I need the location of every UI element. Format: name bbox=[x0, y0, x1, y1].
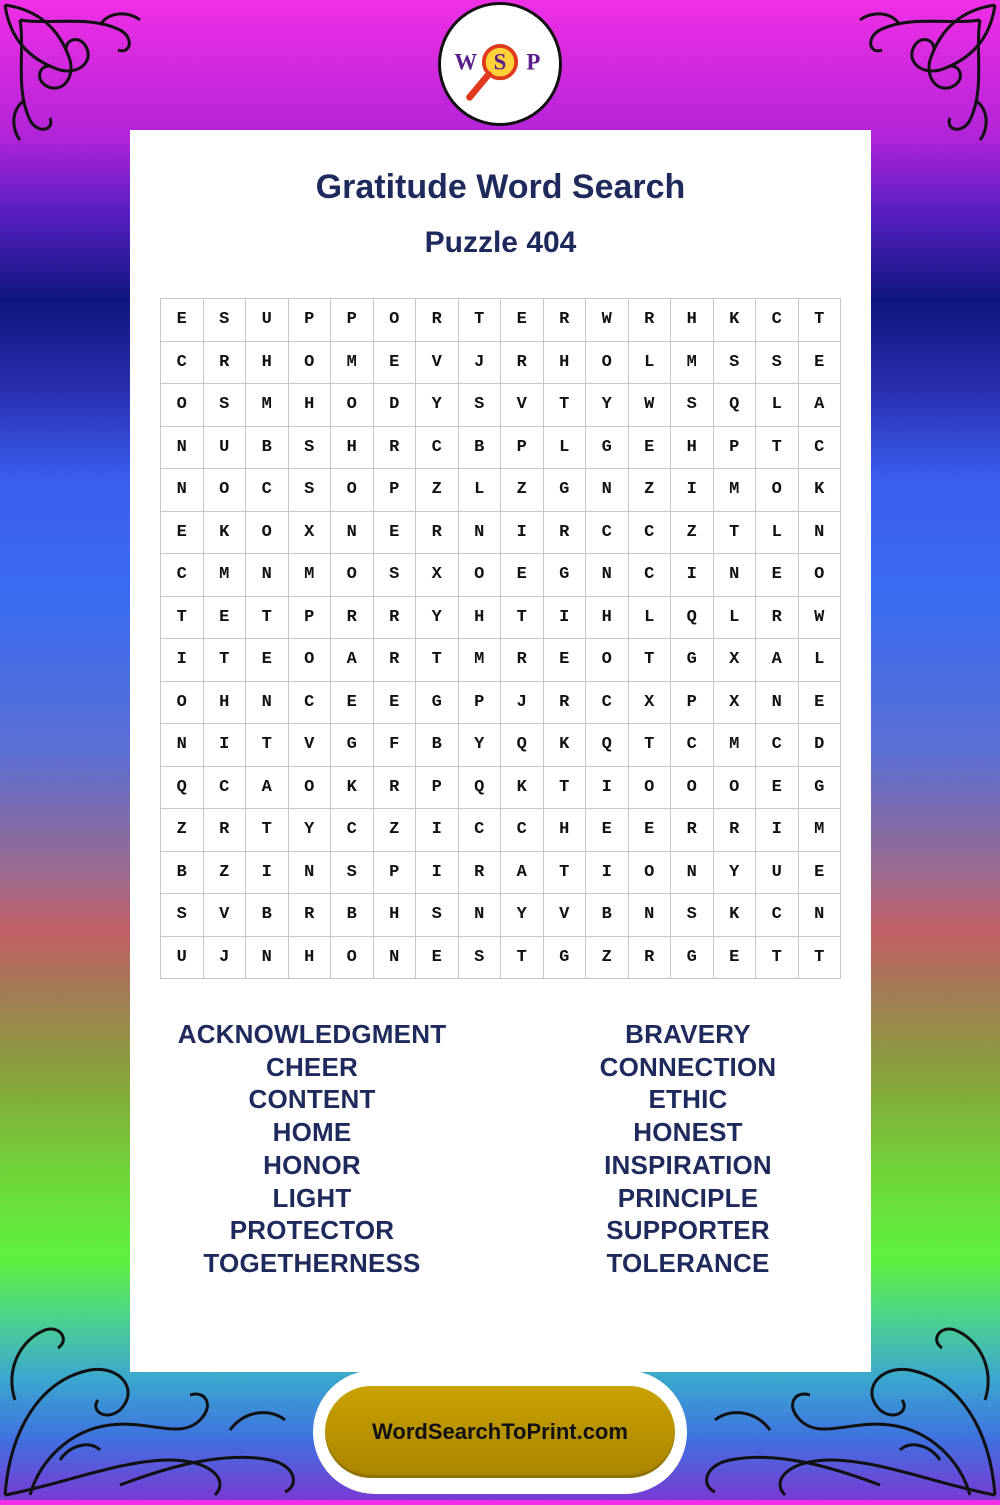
grid-cell[interactable]: O bbox=[289, 767, 332, 810]
grid-cell[interactable]: E bbox=[629, 809, 672, 852]
grid-cell[interactable]: T bbox=[544, 852, 587, 895]
logo-letter-p: P bbox=[526, 49, 541, 75]
grid-cell[interactable]: D bbox=[799, 724, 842, 767]
grid-cell[interactable]: L bbox=[544, 427, 587, 470]
grid-cell[interactable]: L bbox=[459, 469, 502, 512]
grid-cell[interactable]: I bbox=[246, 852, 289, 895]
grid-cell[interactable]: S bbox=[671, 894, 714, 937]
grid-cell[interactable]: L bbox=[756, 512, 799, 555]
grid-cell[interactable]: C bbox=[671, 724, 714, 767]
grid-cell[interactable]: H bbox=[289, 384, 332, 427]
grid-cell[interactable]: G bbox=[586, 427, 629, 470]
grid-cell[interactable]: E bbox=[374, 682, 417, 725]
grid-cell[interactable]: R bbox=[204, 809, 247, 852]
grid-cell[interactable]: M bbox=[799, 809, 842, 852]
grid-cell[interactable]: I bbox=[204, 724, 247, 767]
grid-cell[interactable]: R bbox=[374, 639, 417, 682]
grid-cell[interactable]: A bbox=[501, 852, 544, 895]
word-list-item: ETHIC bbox=[648, 1084, 728, 1115]
grid-cell[interactable]: W bbox=[629, 384, 672, 427]
grid-cell[interactable]: L bbox=[629, 597, 672, 640]
grid-cell[interactable]: R bbox=[756, 597, 799, 640]
grid-cell[interactable]: S bbox=[459, 384, 502, 427]
grid-cell[interactable]: P bbox=[289, 597, 332, 640]
word-list-right bbox=[523, 1018, 853, 1280]
grid-cell[interactable]: L bbox=[714, 597, 757, 640]
grid-cell[interactable]: R bbox=[544, 512, 587, 555]
grid-cell[interactable]: G bbox=[671, 937, 714, 980]
grid-cell[interactable]: V bbox=[501, 384, 544, 427]
grid-cell[interactable]: C bbox=[246, 469, 289, 512]
grid-cell[interactable]: E bbox=[799, 342, 842, 385]
grid-cell[interactable]: Y bbox=[416, 384, 459, 427]
grid-cell[interactable]: M bbox=[246, 384, 289, 427]
grid-cell[interactable]: I bbox=[671, 554, 714, 597]
grid-cell[interactable]: H bbox=[374, 894, 417, 937]
grid-cell[interactable]: K bbox=[501, 767, 544, 810]
grid-cell[interactable]: P bbox=[374, 469, 417, 512]
grid-cell[interactable]: Z bbox=[629, 469, 672, 512]
grid-cell[interactable]: J bbox=[204, 937, 247, 980]
grid-cell[interactable]: Q bbox=[459, 767, 502, 810]
grid-cell[interactable]: R bbox=[374, 767, 417, 810]
grid-cell[interactable]: E bbox=[799, 852, 842, 895]
grid-cell[interactable]: Z bbox=[586, 937, 629, 980]
grid-cell[interactable]: P bbox=[671, 682, 714, 725]
word-list-item: BRAVERY bbox=[625, 1019, 751, 1049]
grid-cell[interactable]: K bbox=[714, 894, 757, 937]
grid-cell[interactable]: V bbox=[204, 894, 247, 937]
grid-cell[interactable]: N bbox=[161, 427, 204, 470]
grid-cell[interactable]: X bbox=[714, 639, 757, 682]
grid-cell[interactable]: R bbox=[714, 809, 757, 852]
word-list-item: PROTECTOR bbox=[229, 1215, 395, 1246]
grid-cell[interactable]: O bbox=[586, 342, 629, 385]
grid-cell[interactable]: O bbox=[756, 469, 799, 512]
grid-cell[interactable]: C bbox=[629, 554, 672, 597]
grid-cell[interactable]: H bbox=[544, 809, 587, 852]
grid-cell[interactable]: Y bbox=[586, 384, 629, 427]
grid-cell[interactable]: E bbox=[629, 427, 672, 470]
grid-cell[interactable]: R bbox=[671, 809, 714, 852]
grid-cell[interactable]: N bbox=[586, 554, 629, 597]
grid-cell[interactable]: E bbox=[756, 767, 799, 810]
grid-cell[interactable]: H bbox=[204, 682, 247, 725]
grid-cell[interactable]: T bbox=[714, 512, 757, 555]
grid-cell[interactable]: N bbox=[246, 682, 289, 725]
grid-cell[interactable]: I bbox=[586, 852, 629, 895]
grid-cell[interactable]: R bbox=[374, 597, 417, 640]
grid-cell[interactable]: C bbox=[799, 427, 842, 470]
grid-cell[interactable]: U bbox=[756, 852, 799, 895]
grid-cell[interactable]: O bbox=[331, 469, 374, 512]
corner-ornament-top-left bbox=[0, 0, 150, 150]
grid-cell[interactable]: R bbox=[374, 427, 417, 470]
grid-cell[interactable]: O bbox=[289, 639, 332, 682]
website-link-button[interactable]: WordSearchToPrint.com bbox=[325, 1386, 675, 1478]
puzzle-card bbox=[130, 130, 871, 1372]
grid-cell[interactable]: N bbox=[246, 554, 289, 597]
grid-cell[interactable]: O bbox=[204, 469, 247, 512]
grid-cell[interactable]: O bbox=[246, 512, 289, 555]
grid-cell[interactable]: R bbox=[629, 937, 672, 980]
grid-cell[interactable]: O bbox=[629, 852, 672, 895]
grid-cell[interactable]: E bbox=[756, 554, 799, 597]
grid-cell[interactable]: T bbox=[459, 299, 502, 342]
grid-cell[interactable]: T bbox=[246, 597, 289, 640]
grid-cell[interactable]: Q bbox=[501, 724, 544, 767]
grid-cell[interactable]: E bbox=[501, 554, 544, 597]
grid-cell[interactable]: M bbox=[289, 554, 332, 597]
grid-cell[interactable]: I bbox=[501, 512, 544, 555]
grid-cell[interactable]: T bbox=[501, 597, 544, 640]
grid-cell[interactable]: P bbox=[416, 767, 459, 810]
grid-cell[interactable]: I bbox=[544, 597, 587, 640]
grid-cell[interactable]: H bbox=[671, 427, 714, 470]
word-list-item: HOME bbox=[272, 1117, 352, 1148]
grid-cell[interactable]: E bbox=[374, 512, 417, 555]
footer-pill bbox=[313, 1370, 687, 1494]
grid-cell[interactable]: E bbox=[246, 639, 289, 682]
word-list-item: HONOR bbox=[263, 1149, 361, 1180]
word-list-item: CONTENT bbox=[248, 1084, 376, 1115]
grid-cell[interactable]: M bbox=[671, 342, 714, 385]
grid-cell[interactable]: T bbox=[756, 937, 799, 980]
grid-cell[interactable]: N bbox=[331, 512, 374, 555]
grid-cell[interactable]: S bbox=[671, 384, 714, 427]
grid-cell[interactable]: T bbox=[544, 384, 587, 427]
grid-cell[interactable]: M bbox=[204, 554, 247, 597]
grid-cell[interactable]: E bbox=[161, 512, 204, 555]
grid-cell[interactable]: Y bbox=[501, 894, 544, 937]
grid-cell[interactable]: O bbox=[161, 682, 204, 725]
grid-cell[interactable]: Z bbox=[671, 512, 714, 555]
grid-cell[interactable]: S bbox=[289, 469, 332, 512]
grid-cell[interactable]: M bbox=[714, 724, 757, 767]
grid-cell[interactable]: B bbox=[586, 894, 629, 937]
grid-cell[interactable]: P bbox=[714, 427, 757, 470]
word-list-item: TOLERANCE bbox=[606, 1247, 770, 1278]
grid-cell[interactable]: Z bbox=[161, 809, 204, 852]
grid-cell[interactable]: N bbox=[756, 682, 799, 725]
grid-cell[interactable]: N bbox=[374, 937, 417, 980]
grid-cell[interactable]: T bbox=[629, 639, 672, 682]
grid-cell[interactable]: U bbox=[204, 427, 247, 470]
grid-cell[interactable]: C bbox=[331, 809, 374, 852]
grid-cell[interactable]: Z bbox=[501, 469, 544, 512]
grid-cell[interactable]: E bbox=[544, 639, 587, 682]
grid-cell[interactable]: C bbox=[756, 894, 799, 937]
grid-cell[interactable]: G bbox=[331, 724, 374, 767]
grid-cell[interactable]: B bbox=[459, 427, 502, 470]
grid-cell[interactable]: N bbox=[799, 512, 842, 555]
grid-cell[interactable]: H bbox=[544, 342, 587, 385]
page-title: Gratitude Word Search bbox=[315, 168, 686, 206]
grid-cell[interactable]: T bbox=[246, 724, 289, 767]
grid-cell[interactable]: S bbox=[204, 384, 247, 427]
grid-cell[interactable]: R bbox=[629, 299, 672, 342]
grid-cell[interactable]: K bbox=[331, 767, 374, 810]
grid-cell[interactable]: K bbox=[799, 469, 842, 512]
grid-cell[interactable]: C bbox=[586, 682, 629, 725]
grid-cell[interactable]: C bbox=[756, 724, 799, 767]
word-list-item: TOGETHERNESS bbox=[203, 1247, 421, 1278]
grid-cell[interactable]: T bbox=[246, 809, 289, 852]
grid-cell[interactable]: X bbox=[714, 682, 757, 725]
grid-cell[interactable]: H bbox=[671, 299, 714, 342]
grid-cell[interactable]: X bbox=[629, 682, 672, 725]
grid-cell[interactable]: O bbox=[331, 937, 374, 980]
grid-cell[interactable]: R bbox=[331, 597, 374, 640]
word-list-item: SUPPORTER bbox=[606, 1215, 770, 1246]
grid-cell[interactable]: M bbox=[714, 469, 757, 512]
word-list-item: CONNECTION bbox=[599, 1051, 777, 1082]
grid-cell[interactable]: K bbox=[544, 724, 587, 767]
grid-cell[interactable]: K bbox=[204, 512, 247, 555]
logo-letter-w: W bbox=[454, 49, 478, 75]
grid-cell[interactable]: Q bbox=[671, 597, 714, 640]
grid-cell[interactable]: H bbox=[331, 427, 374, 470]
grid-cell[interactable]: C bbox=[756, 299, 799, 342]
grid-cell[interactable]: C bbox=[629, 512, 672, 555]
grid-cell[interactable]: T bbox=[756, 427, 799, 470]
grid-cell[interactable]: M bbox=[459, 639, 502, 682]
grid-cell[interactable]: L bbox=[756, 384, 799, 427]
grid-cell[interactable]: J bbox=[501, 682, 544, 725]
grid-cell[interactable]: C bbox=[161, 554, 204, 597]
grid-cell[interactable]: O bbox=[289, 342, 332, 385]
grid-cell[interactable]: G bbox=[544, 937, 587, 980]
grid-cell[interactable]: C bbox=[459, 809, 502, 852]
grid-cell[interactable]: H bbox=[459, 597, 502, 640]
grid-cell[interactable]: R bbox=[459, 852, 502, 895]
grid-cell[interactable]: S bbox=[374, 554, 417, 597]
grid-cell[interactable]: W bbox=[799, 597, 842, 640]
grid-cell[interactable]: O bbox=[671, 767, 714, 810]
grid-cell[interactable]: N bbox=[459, 512, 502, 555]
grid-cell[interactable]: N bbox=[161, 724, 204, 767]
grid-cell[interactable]: T bbox=[799, 299, 842, 342]
grid-cell[interactable]: S bbox=[756, 342, 799, 385]
grid-cell[interactable]: A bbox=[756, 639, 799, 682]
grid-cell[interactable]: V bbox=[289, 724, 332, 767]
grid-cell[interactable]: O bbox=[629, 767, 672, 810]
grid-cell[interactable]: X bbox=[289, 512, 332, 555]
grid-cell[interactable]: N bbox=[586, 469, 629, 512]
grid-cell[interactable]: E bbox=[799, 682, 842, 725]
grid-cell[interactable]: T bbox=[501, 937, 544, 980]
grid-cell[interactable]: I bbox=[671, 469, 714, 512]
grid-cell[interactable]: S bbox=[416, 894, 459, 937]
grid-cell[interactable]: B bbox=[246, 894, 289, 937]
grid-cell[interactable]: R bbox=[501, 639, 544, 682]
grid-cell[interactable]: H bbox=[586, 597, 629, 640]
logo-letter-s: S bbox=[493, 49, 507, 75]
grid-cell[interactable]: E bbox=[416, 937, 459, 980]
grid-cell[interactable]: L bbox=[799, 639, 842, 682]
word-list-left bbox=[147, 1018, 477, 1280]
grid-cell[interactable]: T bbox=[204, 639, 247, 682]
grid-cell[interactable]: Z bbox=[204, 852, 247, 895]
grid-cell[interactable]: T bbox=[161, 597, 204, 640]
grid-cell[interactable]: I bbox=[161, 639, 204, 682]
grid-cell[interactable]: Q bbox=[714, 384, 757, 427]
grid-cell[interactable]: P bbox=[459, 682, 502, 725]
grid-cell[interactable]: A bbox=[331, 639, 374, 682]
grid-cell[interactable]: C bbox=[501, 809, 544, 852]
grid-cell[interactable]: B bbox=[416, 724, 459, 767]
grid-cell[interactable]: N bbox=[799, 894, 842, 937]
grid-cell[interactable]: P bbox=[289, 299, 332, 342]
grid-cell[interactable]: I bbox=[756, 809, 799, 852]
puzzle-number: Puzzle 404 bbox=[424, 226, 577, 259]
grid-cell[interactable]: V bbox=[416, 342, 459, 385]
grid-cell[interactable]: X bbox=[416, 554, 459, 597]
grid-cell[interactable]: G bbox=[544, 554, 587, 597]
grid-cell[interactable]: N bbox=[289, 852, 332, 895]
grid-cell[interactable]: R bbox=[416, 299, 459, 342]
grid-cell[interactable]: H bbox=[246, 342, 289, 385]
word-list-item: CHEER bbox=[265, 1051, 358, 1082]
grid-cell[interactable]: Y bbox=[459, 724, 502, 767]
grid-cell[interactable]: G bbox=[671, 639, 714, 682]
grid-cell[interactable]: S bbox=[161, 894, 204, 937]
grid-cell[interactable]: P bbox=[501, 427, 544, 470]
grid-cell[interactable]: R bbox=[416, 512, 459, 555]
grid-cell[interactable]: U bbox=[161, 937, 204, 980]
grid-cell[interactable]: C bbox=[586, 512, 629, 555]
grid-cell[interactable]: N bbox=[459, 894, 502, 937]
grid-cell[interactable]: J bbox=[459, 342, 502, 385]
grid-cell[interactable]: B bbox=[161, 852, 204, 895]
grid-cell[interactable]: S bbox=[714, 342, 757, 385]
grid-cell[interactable]: P bbox=[374, 852, 417, 895]
grid-cell[interactable]: Z bbox=[374, 809, 417, 852]
grid-cell[interactable]: R bbox=[501, 342, 544, 385]
grid-cell[interactable]: N bbox=[714, 554, 757, 597]
grid-cell[interactable]: R bbox=[204, 342, 247, 385]
grid-cell[interactable]: I bbox=[586, 767, 629, 810]
grid-cell[interactable]: E bbox=[374, 342, 417, 385]
word-list-item: LIGHT bbox=[272, 1182, 352, 1213]
grid-cell[interactable]: W bbox=[586, 299, 629, 342]
grid-cell[interactable]: E bbox=[331, 682, 374, 725]
grid-cell[interactable]: N bbox=[629, 894, 672, 937]
word-list-item: ACKNOWLEDGMENT bbox=[177, 1019, 447, 1049]
grid-cell[interactable]: Q bbox=[161, 767, 204, 810]
grid-cell[interactable]: E bbox=[714, 937, 757, 980]
grid-cell[interactable]: O bbox=[374, 299, 417, 342]
grid-cell[interactable]: N bbox=[671, 852, 714, 895]
grid-cell[interactable]: F bbox=[374, 724, 417, 767]
grid-cell[interactable]: I bbox=[416, 809, 459, 852]
grid-cell[interactable]: I bbox=[416, 852, 459, 895]
grid-cell[interactable]: Q bbox=[586, 724, 629, 767]
grid-cell[interactable]: Z bbox=[416, 469, 459, 512]
grid-cell[interactable]: T bbox=[799, 937, 842, 980]
grid-cell[interactable]: T bbox=[629, 724, 672, 767]
grid-cell[interactable]: C bbox=[161, 342, 204, 385]
grid-cell[interactable]: A bbox=[246, 767, 289, 810]
grid-cell[interactable]: O bbox=[331, 554, 374, 597]
grid-cell[interactable]: O bbox=[799, 554, 842, 597]
grid-cell[interactable]: H bbox=[289, 937, 332, 980]
grid-cell[interactable]: E bbox=[204, 597, 247, 640]
grid-cell[interactable]: R bbox=[289, 894, 332, 937]
grid-cell[interactable]: A bbox=[799, 384, 842, 427]
wsp-logo[interactable] bbox=[438, 2, 562, 126]
grid-cell[interactable]: N bbox=[161, 469, 204, 512]
letter-grid bbox=[160, 298, 841, 979]
grid-cell[interactable]: O bbox=[459, 554, 502, 597]
grid-cell[interactable]: L bbox=[629, 342, 672, 385]
word-list-item: INSPIRATION bbox=[604, 1149, 772, 1180]
grid-cell[interactable]: T bbox=[544, 767, 587, 810]
word-list-item: HONEST bbox=[633, 1117, 743, 1148]
word-list-item: PRINCIPLE bbox=[617, 1182, 759, 1213]
grid-cell[interactable]: V bbox=[544, 894, 587, 937]
grid-cell[interactable]: Y bbox=[289, 809, 332, 852]
grid-cell[interactable]: E bbox=[501, 299, 544, 342]
grid-cell[interactable]: C bbox=[204, 767, 247, 810]
grid-cell[interactable]: B bbox=[331, 894, 374, 937]
grid-cell[interactable]: O bbox=[331, 384, 374, 427]
corner-ornament-top-right bbox=[850, 0, 1000, 150]
grid-cell[interactable]: M bbox=[331, 342, 374, 385]
grid-cell[interactable]: S bbox=[331, 852, 374, 895]
grid-cell[interactable]: K bbox=[714, 299, 757, 342]
grid-cell[interactable]: P bbox=[331, 299, 374, 342]
grid-cell[interactable]: T bbox=[416, 639, 459, 682]
grid-cell[interactable]: Y bbox=[714, 852, 757, 895]
grid-cell[interactable]: B bbox=[246, 427, 289, 470]
grid-cell[interactable]: G bbox=[799, 767, 842, 810]
grid-cell[interactable]: Y bbox=[416, 597, 459, 640]
grid-cell[interactable]: O bbox=[161, 384, 204, 427]
grid-cell[interactable]: O bbox=[714, 767, 757, 810]
grid-cell[interactable]: O bbox=[586, 639, 629, 682]
grid-cell[interactable]: U bbox=[246, 299, 289, 342]
grid-cell[interactable]: G bbox=[544, 469, 587, 512]
grid-cell[interactable]: N bbox=[246, 937, 289, 980]
grid-cell[interactable]: S bbox=[289, 427, 332, 470]
grid-cell[interactable]: G bbox=[416, 682, 459, 725]
grid-cell[interactable]: C bbox=[289, 682, 332, 725]
grid-cell[interactable]: C bbox=[416, 427, 459, 470]
grid-cell[interactable]: S bbox=[204, 299, 247, 342]
grid-cell[interactable]: D bbox=[374, 384, 417, 427]
grid-cell[interactable]: S bbox=[459, 937, 502, 980]
grid-cell[interactable]: R bbox=[544, 299, 587, 342]
grid-cell[interactable]: R bbox=[544, 682, 587, 725]
grid-cell[interactable]: E bbox=[586, 809, 629, 852]
grid-cell[interactable]: E bbox=[161, 299, 204, 342]
